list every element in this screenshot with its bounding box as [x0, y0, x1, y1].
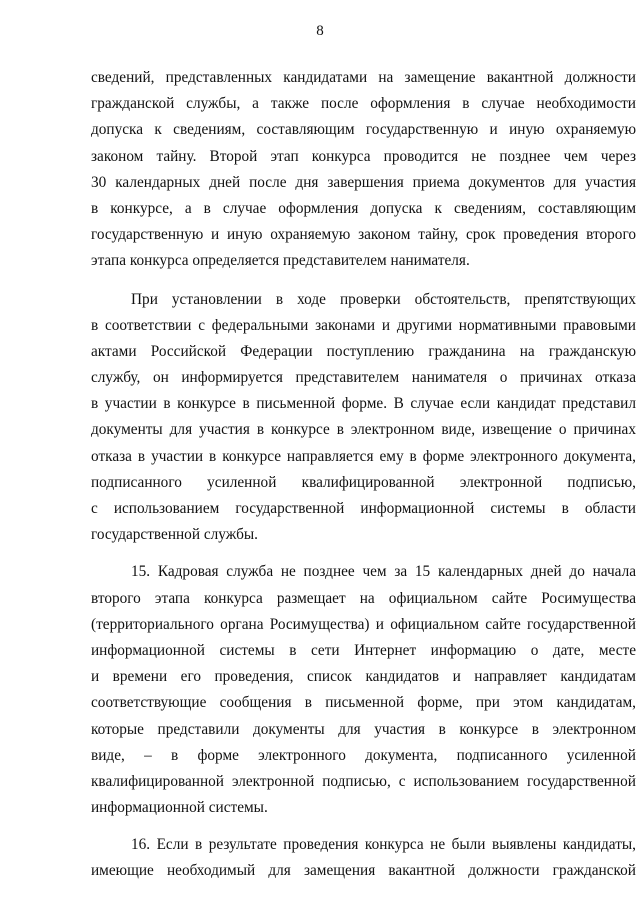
text-line: законом тайну. Второй этап конкурса проводится не позднее чем через: [91, 147, 636, 165]
text-line: государственной службы.: [91, 526, 258, 544]
paragraph-continuation: [91, 65, 636, 275]
document-body: [91, 65, 636, 885]
text-line: 30 календарных дней после дня завершения приема документов для участия: [91, 173, 636, 191]
text-line: 15. Кадровая служба не позднее чем за 15 календарных дней до начала: [131, 563, 636, 581]
text-line: в конкурсе, а в случае оформления допуска к сведениям, составляющим: [91, 199, 636, 217]
text-line: государственную и иную охраняемую законом тайну, срок проведения второго: [91, 226, 636, 244]
page-number: 8: [316, 23, 324, 39]
text-line: (территориального органа Росимущества) и официальном сайте государственной: [91, 615, 636, 633]
text-line: допуска к сведениям, составляющим государственную и иную охраняемую: [91, 121, 636, 139]
paragraph-16: [91, 832, 636, 884]
text-line: в участии в конкурсе в письменной форме. В случае если кандидат представил: [91, 395, 636, 413]
text-line: в соответствии с федеральными законами и другими нормативными правовыми: [91, 316, 636, 334]
text-line: подписанного усиленной квалифицированной электронной подписью,: [91, 473, 636, 491]
text-line: соответствующие сообщения в письменной форме, при этом кандидатам,: [91, 694, 636, 712]
text-line: отказа в участии в конкурсе направляется ему в форме электронного документа,: [91, 447, 636, 465]
text-line: второго этапа конкурса размещает на официальном сайте Росимущества: [91, 589, 636, 607]
text-line: виде, – в форме электронного документа, подписанного усиленной: [91, 746, 636, 764]
text-line: этапа конкурса определяется представителем нанимателя.: [91, 252, 470, 270]
text-line: с использованием государственной информационной системы в области: [91, 500, 636, 517]
text-line: актами Российской Федерации поступлению гражданина на гражданскую: [91, 342, 636, 360]
text-line: 16. Если в результате проведения конкурса не были выявлены кандидаты,: [131, 836, 636, 854]
text-line: сведений, представленных кандидатами на замещение вакантной должности: [91, 69, 636, 86]
text-line: квалифицированной электронной подписью, с использованием государственной: [91, 772, 636, 790]
text-line: которые представили документы для участия в конкурсе в электронном: [91, 720, 636, 738]
text-line: информационной системы.: [91, 799, 268, 817]
paragraph-refusal: [91, 287, 636, 549]
paragraph-15: [91, 559, 636, 821]
text-line: и времени его проведения, список кандидатов и направляет кандидатам: [91, 668, 636, 686]
text-line: При установлении в ходе проверки обстоятельств, препятствующих: [131, 290, 636, 308]
text-line: информационной системы в сети Интернет информацию о дате, месте: [91, 641, 636, 659]
text-line: имеющие необходимый для замещения вакантной должности гражданской: [91, 862, 636, 880]
text-line: службу, он информируется представителем нанимателя о причинах отказа: [91, 369, 636, 387]
text-line: гражданской службы, а также после оформления в случае необходимости: [91, 95, 636, 113]
text-line: документы для участия в конкурсе в электронном виде, извещение о причинах: [91, 421, 636, 439]
